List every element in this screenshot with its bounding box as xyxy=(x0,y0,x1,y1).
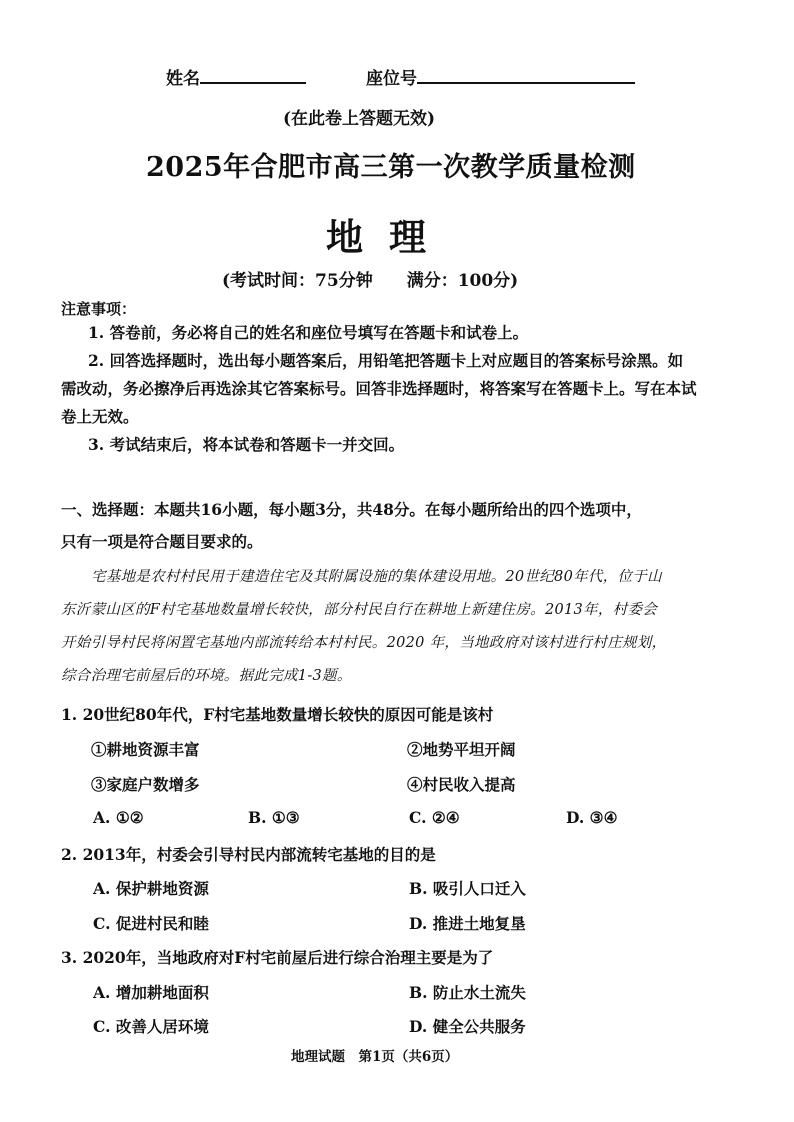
exam-title: 2025年合肥市高三第一次教学质量检测 xyxy=(146,152,636,183)
name-blank xyxy=(200,81,306,84)
question-2-option-c: C. 促进村民和睦 xyxy=(93,914,209,933)
question-2-option-d: D. 推进土地复垦 xyxy=(409,914,526,933)
question-1-option-b: B. ①③ xyxy=(248,808,300,827)
question-3-option-b: B. 防止水土流失 xyxy=(409,983,526,1002)
question-2-option-b: B. 吸引人口迁入 xyxy=(409,879,526,898)
question-3-stem: 3. 2020年，当地政府对F村宅前屋后进行综合治理主要是为了 xyxy=(61,948,494,967)
notice-item-2-line-1: 2. 回答选择题时，选出每小题答案后，用铅笔把答题卡上对应题目的答案标号涂黑。如 xyxy=(88,351,684,370)
invalid-note: (在此卷上答题无效) xyxy=(283,109,436,129)
question-2-stem: 2. 2013年，村委会引导村民内部流转宅基地的目的是 xyxy=(61,845,436,864)
question-1-option-d: D. ③④ xyxy=(566,808,618,827)
exam-info: (考试时间：75分钟 满分：100分) xyxy=(222,271,519,291)
question-3-option-d: D. 健全公共服务 xyxy=(409,1017,526,1036)
question-3-option-a: A. 增加耕地面积 xyxy=(93,983,209,1002)
section-1-line-1: 一、选择题：本题共16小题，每小题3分，共48分。在每小题所给出的四个选项中， xyxy=(61,500,642,519)
seat-field-row xyxy=(366,64,635,89)
subject-title: 地理 xyxy=(326,215,452,259)
question-1-statement-4: ④村民收入提高 xyxy=(407,775,516,794)
seat-blank xyxy=(417,81,635,84)
notice-item-2-line-3: 卷上无效。 xyxy=(61,407,139,426)
notice-item-1: 1. 答卷前，务必将自己的姓名和座位号填写在答题卡和试卷上。 xyxy=(88,323,529,342)
passage-line-3: 开始引导村民将闲置宅基地内部流转给本村村民。2020 年，当地政府对该村进行村庄规划， xyxy=(61,635,667,651)
name-label: 姓名 xyxy=(166,69,200,89)
question-2-option-a: A. 保护耕地资源 xyxy=(93,879,209,898)
seat-label: 座位号 xyxy=(366,69,417,89)
question-1-statement-3: ③家庭户数增多 xyxy=(91,775,200,794)
question-1-option-c: C. ②④ xyxy=(409,808,460,827)
notice-item-3: 3. 考试结束后，将本试卷和答题卡一并交回。 xyxy=(88,435,405,454)
passage-line-2: 东沂蒙山区的F村宅基地数量增长较快，部分村民自行在耕地上新建住房。2013年，村委会 xyxy=(61,602,658,618)
name-field-row xyxy=(166,64,306,89)
question-1-statement-2: ②地势平坦开阔 xyxy=(407,740,516,759)
notice-item-2-line-2: 需改动，务必擦净后再选涂其它答案标号。回答非选择题时，将答案写在答题卡上。写在本试 xyxy=(61,379,697,398)
question-1-option-a: A. ①② xyxy=(93,808,144,827)
section-1-line-2: 只有一项是符合题目要求的。 xyxy=(61,532,263,551)
page-footer: 地理试题 第1页（共6页） xyxy=(291,1049,459,1065)
passage-line-4: 综合治理宅前屋后的环境。据此完成1-3题。 xyxy=(61,668,352,684)
question-1-statement-1: ①耕地资源丰富 xyxy=(91,740,200,759)
question-3-option-c: C. 改善人居环境 xyxy=(93,1017,209,1036)
notice-title: 注意事项： xyxy=(61,300,137,318)
passage-line-1: 宅基地是农村村民用于建造住宅及其附属设施的集体建设用地。20世纪80年代，位于山 xyxy=(91,569,662,585)
question-1-stem: 1. 20世纪80年代，F村宅基地数量增长较快的原因可能是该村 xyxy=(61,705,494,724)
